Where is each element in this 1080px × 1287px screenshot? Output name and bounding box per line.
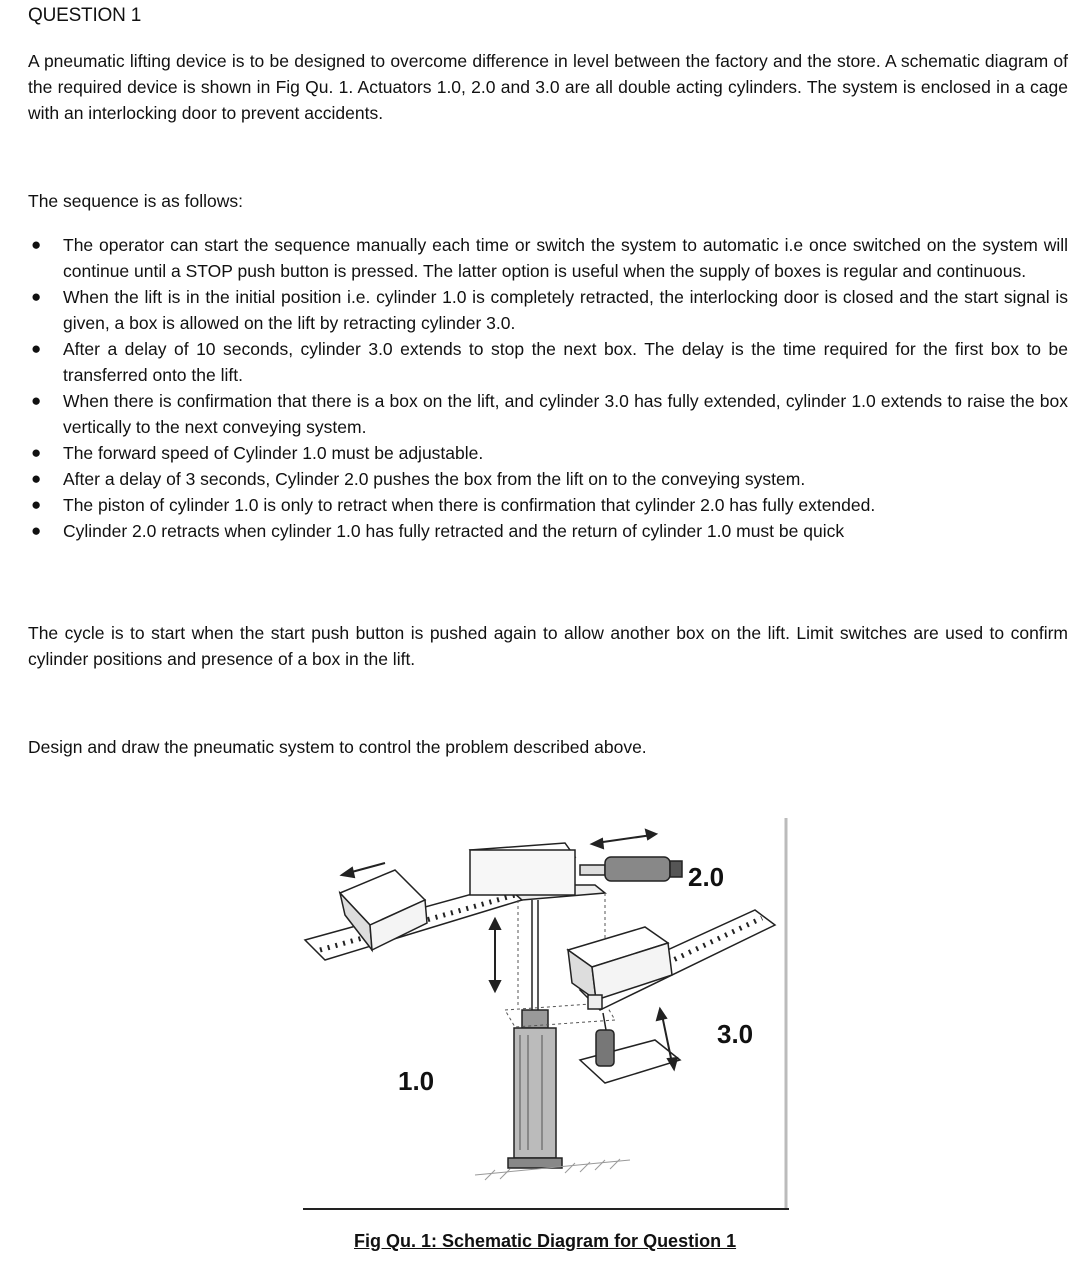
list-item (28, 466, 1068, 492)
lift-schematic-figure (300, 815, 792, 1215)
bullet-icon: ● (31, 287, 42, 306)
list-item (28, 232, 1068, 284)
figure-caption: Fig Qu. 1: Schematic Diagram for Question 1 (354, 1231, 737, 1251)
upper-conveyor-motion-arrow (342, 863, 385, 877)
bullet-icon: ● (31, 235, 42, 254)
box-on-lift-top (470, 843, 575, 895)
list-item (28, 388, 1068, 440)
cylinder-2-0-motion-arrow (592, 830, 656, 848)
cylinder-2-0-label: 2.0 (688, 862, 725, 892)
cylinder-3-0 (580, 995, 680, 1083)
list-item-text: When the lift is in the initial position i.e. cylinder 1.0 is completely retracted, the interlocking door is closed and the start signal is given, a box is allowed on the lift by retracting cylinder 3.0. (63, 287, 1068, 333)
bullet-icon: ● (31, 469, 42, 488)
intro-paragraph: A pneumatic lifting device is to be designed to overcome difference in level between the factory and the store. A schematic diagram of the required device is shown in Fig Qu. 1. Actuators 1.0, 2.0 and 3.0 are all double acting cylinders. The system is enclosed in a cage with an interlocking door to prevent accidents. (28, 51, 1068, 123)
list-item (28, 336, 1068, 388)
list-item (28, 440, 1068, 466)
cylinder-1-0-label: 1.0 (398, 1066, 435, 1096)
design-instruction: Design and draw the pneumatic system to control the problem described above. (28, 737, 647, 757)
list-item-text: When there is confirmation that there is a box on the lift, and cylinder 3.0 has fully extended, cylinder 1.0 extends to raise the box vertically to the next conveying system. (63, 391, 1068, 437)
sequence-intro: The sequence is as follows: (28, 191, 243, 211)
bullet-icon: ● (31, 391, 42, 410)
lift-column (508, 900, 562, 1168)
cylinder-3-0-label: 3.0 (717, 1019, 754, 1049)
box-lower-conveyor (568, 927, 672, 1000)
list-item-text: The forward speed of Cylinder 1.0 must be adjustable. (63, 443, 484, 463)
sequence-list (28, 232, 1068, 544)
bullet-icon: ● (31, 495, 42, 514)
list-item (28, 492, 1068, 518)
cycle-paragraph: The cycle is to start when the start push button is pushed again to allow another box on the lift. Limit switches are used to confirm cylinder positions and presence of a box in the lift. (28, 623, 1068, 669)
bullet-icon: ● (31, 521, 42, 540)
list-item-text: The operator can start the sequence manually each time or switch the system to automatic i.e once switched on the system will continue until a STOP push button is pressed. The latter option is useful when the supply of boxes is regular and continuous. (63, 235, 1068, 281)
list-item-text: After a delay of 3 seconds, Cylinder 2.0 pushes the box from the lift on to the conveying system. (63, 469, 806, 489)
list-item-text: Cylinder 2.0 retracts when cylinder 1.0 has fully retracted and the return of cylinder 1.0 must be quick (63, 521, 845, 541)
cylinder-2-0 (580, 857, 682, 881)
list-item-text: The piston of cylinder 1.0 is only to retract when there is confirmation that cylinder 2.0 has fully extended. (63, 495, 876, 515)
bullet-icon: ● (31, 339, 42, 358)
list-item (28, 284, 1068, 336)
lift-motion-arrow (490, 919, 500, 991)
list-item-text: After a delay of 10 seconds, cylinder 3.0 extends to stop the next box. The delay is the time required for the first box to be transferred onto the lift. (63, 339, 1068, 385)
bullet-icon: ● (31, 443, 42, 462)
list-item (28, 518, 1068, 544)
question-heading: QUESTION 1 (28, 5, 142, 26)
